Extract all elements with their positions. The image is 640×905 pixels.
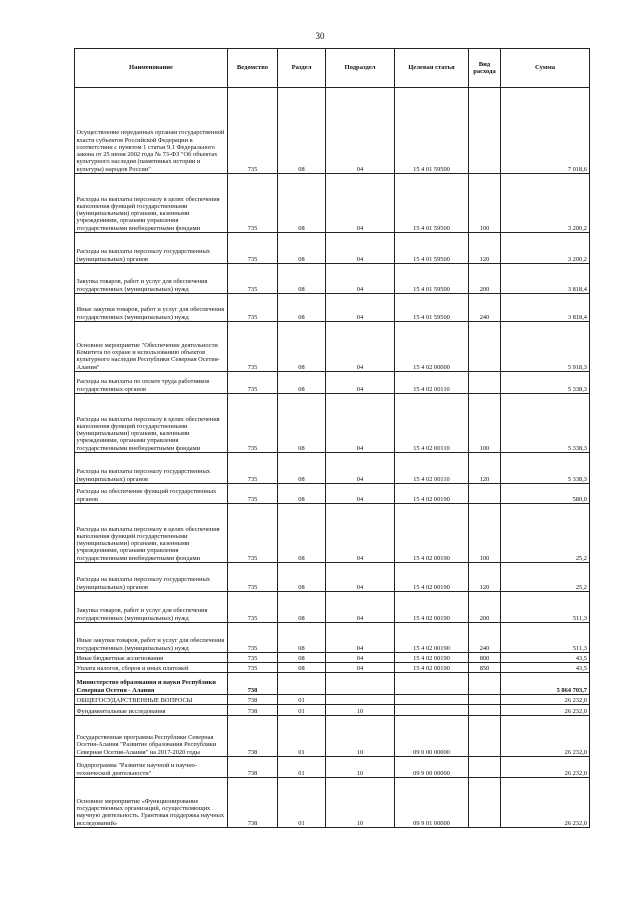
table-row — [75, 294, 590, 322]
cell-subsection: 04 — [326, 504, 395, 563]
cell-subsection: 04 — [326, 174, 395, 233]
cell-section: 08 — [278, 504, 326, 563]
table-row — [75, 653, 590, 663]
cell-expense-type — [469, 757, 501, 778]
cell-name: Расходы на выплаты персоналу государственных (муниципальных) органов — [75, 563, 228, 592]
cell-expense-type — [469, 695, 501, 705]
table-row — [75, 504, 590, 563]
cell-name: Закупка товаров, работ и услуг для обеспечения государственных (муниципальных) нужд — [75, 264, 228, 294]
cell-department: 735 — [228, 264, 278, 294]
table-row — [75, 592, 590, 623]
cell-sum: 511,3 — [501, 623, 590, 653]
cell-subsection: 04 — [326, 563, 395, 592]
cell-subsection: 04 — [326, 394, 395, 453]
table-row — [75, 695, 590, 705]
cell-department: 738 — [228, 705, 278, 716]
cell-name: Основное мероприятие «Функционирование государственных организаций, осуществляющих научную деятельность. Грантовая поддержка научных исследований» — [75, 778, 228, 828]
cell-section: 01 — [278, 705, 326, 716]
cell-department: 738 — [228, 716, 278, 757]
cell-target — [395, 673, 469, 695]
cell-target: 15 4 02 00190 — [395, 504, 469, 563]
cell-target: 15 4 02 00110 — [395, 372, 469, 394]
cell-subsection — [326, 695, 395, 705]
table-row — [75, 673, 590, 695]
cell-subsection: 04 — [326, 233, 395, 264]
cell-target — [395, 695, 469, 705]
cell-sum: 26 232,0 — [501, 778, 590, 828]
table-row — [75, 322, 590, 372]
cell-sum: 7 018,6 — [501, 88, 590, 174]
cell-sum: 26 232,0 — [501, 757, 590, 778]
table-row — [75, 372, 590, 394]
cell-expense-type: 100 — [469, 394, 501, 453]
cell-section: 08 — [278, 394, 326, 453]
cell-name: ОБЩЕГОСУДАРСТВЕННЫЕ ВОПРОСЫ — [75, 695, 228, 705]
cell-subsection: 10 — [326, 705, 395, 716]
cell-expense-type: 800 — [469, 653, 501, 663]
cell-target: 09 9 00 00000 — [395, 757, 469, 778]
cell-subsection: 04 — [326, 453, 395, 484]
cell-sum: 43,5 — [501, 663, 590, 673]
cell-name: Осуществление переданных органам государственной власти субъектов Российской Федерации в соответствии с пунктом 1 статьи 9.1 Федерального закона от 25 июня 2002 года № 73-ФЗ "Об объектах культурного наследия (памятниках истории и культуры) народов России" — [75, 88, 228, 174]
cell-subsection — [326, 673, 395, 695]
cell-sum: 511,3 — [501, 592, 590, 623]
cell-subsection: 04 — [326, 322, 395, 372]
cell-expense-type: 200 — [469, 264, 501, 294]
cell-name: Подпрограмма "Развитие научной и научно-технической деятельности" — [75, 757, 228, 778]
cell-section: 08 — [278, 88, 326, 174]
cell-department: 735 — [228, 592, 278, 623]
cell-department: 735 — [228, 653, 278, 663]
cell-section: 08 — [278, 653, 326, 663]
cell-section: 08 — [278, 563, 326, 592]
cell-department: 735 — [228, 504, 278, 563]
cell-section: 08 — [278, 322, 326, 372]
cell-target: 15 4 02 00190 — [395, 563, 469, 592]
cell-subsection: 04 — [326, 623, 395, 653]
cell-sum: 26 232,0 — [501, 705, 590, 716]
cell-department: 735 — [228, 372, 278, 394]
cell-target: 15 4 02 00190 — [395, 592, 469, 623]
cell-target: 15 4 02 00110 — [395, 394, 469, 453]
cell-target: 15 4 01 59500 — [395, 233, 469, 264]
cell-name: Расходы на выплаты по оплате труда работников государственных органов — [75, 372, 228, 394]
cell-name: Иные закупки товаров, работ и услуг для обеспечения государственных (муниципальных) нужд — [75, 623, 228, 653]
cell-name: Фундаментальные исследования — [75, 705, 228, 716]
cell-section: 08 — [278, 453, 326, 484]
cell-subsection: 04 — [326, 653, 395, 663]
cell-target — [395, 705, 469, 716]
cell-name: Расходы на выплаты персоналу в целях обеспечения выполнения функций государственными (муниципальными) органами, казенными учреждениями, органами управления государственными внебюджетными фондами — [75, 174, 228, 233]
cell-section: 01 — [278, 695, 326, 705]
cell-target: 15 4 01 59500 — [395, 174, 469, 233]
cell-subsection: 04 — [326, 484, 395, 504]
cell-target: 09 0 00 00000 — [395, 716, 469, 757]
header-target: Целевая статья — [395, 49, 469, 88]
cell-name: Основное мероприятие "Обеспечение деятельности Комитета по охране и использованию объектов культурного наследия Республики Северная Осетия-Алания" — [75, 322, 228, 372]
cell-expense-type: 120 — [469, 233, 501, 264]
cell-sum: 26 232,0 — [501, 716, 590, 757]
cell-subsection: 04 — [326, 372, 395, 394]
cell-expense-type — [469, 673, 501, 695]
cell-name: Закупка товаров, работ и услуг для обеспечения государственных (муниципальных) нужд — [75, 592, 228, 623]
cell-section: 01 — [278, 778, 326, 828]
cell-sum: 5 864 703,7 — [501, 673, 590, 695]
cell-section: 08 — [278, 663, 326, 673]
cell-subsection: 04 — [326, 264, 395, 294]
cell-expense-type: 100 — [469, 174, 501, 233]
cell-sum: 3 200,2 — [501, 174, 590, 233]
cell-expense-type: 240 — [469, 623, 501, 653]
header-department: Ведомство — [228, 49, 278, 88]
cell-expense-type: 120 — [469, 563, 501, 592]
cell-expense-type — [469, 716, 501, 757]
cell-department: 738 — [228, 778, 278, 828]
cell-department: 735 — [228, 484, 278, 504]
cell-name: Расходы на выплаты персоналу государственных (муниципальных) органов — [75, 453, 228, 484]
cell-expense-type: 850 — [469, 663, 501, 673]
cell-section: 01 — [278, 757, 326, 778]
cell-section: 08 — [278, 174, 326, 233]
cell-target: 15 4 02 00000 — [395, 322, 469, 372]
table-row — [75, 88, 590, 174]
cell-name: Министерство образования и науки Республики Северная Осетия - Алания — [75, 673, 228, 695]
header-sum: Сумма — [501, 49, 590, 88]
cell-target: 09 9 01 00000 — [395, 778, 469, 828]
cell-subsection: 10 — [326, 778, 395, 828]
cell-department: 738 — [228, 673, 278, 695]
header-name: Наименование — [75, 49, 228, 88]
cell-department: 735 — [228, 88, 278, 174]
cell-section: 08 — [278, 264, 326, 294]
cell-section: 08 — [278, 623, 326, 653]
cell-target: 15 4 02 00190 — [395, 623, 469, 653]
cell-name: Расходы на выплаты персоналу в целях обеспечения выполнения функций государственными (муниципальными) органами, казенными учреждениями, органами управления государственными внебюджетными фондами — [75, 504, 228, 563]
header-expense-type: Вид расхода — [469, 49, 501, 88]
table-row — [75, 716, 590, 757]
cell-target: 15 4 02 00190 — [395, 484, 469, 504]
cell-sum: 25,2 — [501, 504, 590, 563]
cell-expense-type — [469, 705, 501, 716]
cell-sum: 26 232,0 — [501, 695, 590, 705]
table-row — [75, 705, 590, 716]
cell-expense-type: 120 — [469, 453, 501, 484]
cell-name: Расходы на выплаты персоналу государственных (муниципальных) органов — [75, 233, 228, 264]
cell-department: 735 — [228, 174, 278, 233]
cell-name: Иные закупки товаров, работ и услуг для обеспечения государственных (муниципальных) нужд — [75, 294, 228, 322]
cell-name: Расходы на обеспечение функций государственных органов — [75, 484, 228, 504]
cell-section: 08 — [278, 372, 326, 394]
cell-expense-type: 240 — [469, 294, 501, 322]
cell-department: 735 — [228, 233, 278, 264]
cell-section — [278, 673, 326, 695]
cell-expense-type — [469, 88, 501, 174]
cell-sum: 5 338,3 — [501, 394, 590, 453]
cell-section: 08 — [278, 592, 326, 623]
cell-subsection: 04 — [326, 663, 395, 673]
cell-target: 15 4 01 59500 — [395, 294, 469, 322]
header-subsection: Подраздел — [326, 49, 395, 88]
table-row — [75, 453, 590, 484]
cell-sum: 5 918,3 — [501, 322, 590, 372]
table-row — [75, 174, 590, 233]
table-row — [75, 394, 590, 453]
cell-target: 15 4 01 59500 — [395, 88, 469, 174]
cell-target: 15 4 02 00110 — [395, 453, 469, 484]
cell-sum: 580,0 — [501, 484, 590, 504]
table-row — [75, 778, 590, 828]
cell-expense-type — [469, 372, 501, 394]
cell-expense-type — [469, 778, 501, 828]
table-row — [75, 264, 590, 294]
cell-sum: 5 338,3 — [501, 372, 590, 394]
cell-subsection: 04 — [326, 88, 395, 174]
cell-department: 735 — [228, 453, 278, 484]
cell-section: 08 — [278, 233, 326, 264]
cell-sum: 3 818,4 — [501, 264, 590, 294]
page-number: 30 — [315, 31, 325, 41]
cell-target: 15 4 01 59500 — [395, 264, 469, 294]
table-row — [75, 623, 590, 653]
cell-target: 15 4 02 00190 — [395, 663, 469, 673]
table-header-row — [75, 49, 590, 88]
cell-department: 738 — [228, 757, 278, 778]
cell-name: Иные бюджетные ассигнования — [75, 653, 228, 663]
cell-name: Уплата налогов, сборов и иных платежей — [75, 663, 228, 673]
cell-sum: 3 818,4 — [501, 294, 590, 322]
cell-name: Государственная программа Республики Северная Осетия-Алания "Развитие образования Республики Северная Осетия-Алания" на 2017-2020 годы — [75, 716, 228, 757]
cell-department: 735 — [228, 322, 278, 372]
cell-subsection: 04 — [326, 592, 395, 623]
cell-name: Расходы на выплаты персоналу в целях обеспечения выполнения функций государственными (муниципальными) органами, казенными учреждениями, органами управления государственными внебюджетными фондами — [75, 394, 228, 453]
cell-expense-type — [469, 484, 501, 504]
cell-department: 735 — [228, 663, 278, 673]
cell-section: 01 — [278, 716, 326, 757]
cell-sum: 43,5 — [501, 653, 590, 663]
cell-department: 735 — [228, 623, 278, 653]
table-row — [75, 757, 590, 778]
cell-department: 738 — [228, 695, 278, 705]
cell-subsection: 10 — [326, 757, 395, 778]
budget-table — [74, 48, 590, 828]
header-section: Раздел — [278, 49, 326, 88]
cell-sum: 25,2 — [501, 563, 590, 592]
cell-sum: 5 338,3 — [501, 453, 590, 484]
cell-section: 08 — [278, 294, 326, 322]
cell-expense-type — [469, 322, 501, 372]
cell-department: 735 — [228, 294, 278, 322]
table-row — [75, 484, 590, 504]
table-row — [75, 563, 590, 592]
cell-expense-type: 200 — [469, 592, 501, 623]
cell-target: 15 4 02 00190 — [395, 653, 469, 663]
table-row — [75, 233, 590, 264]
cell-subsection: 04 — [326, 294, 395, 322]
cell-department: 735 — [228, 563, 278, 592]
cell-department: 735 — [228, 394, 278, 453]
cell-section: 08 — [278, 484, 326, 504]
cell-subsection: 10 — [326, 716, 395, 757]
cell-sum: 3 200,2 — [501, 233, 590, 264]
cell-expense-type: 100 — [469, 504, 501, 563]
table-row — [75, 663, 590, 673]
